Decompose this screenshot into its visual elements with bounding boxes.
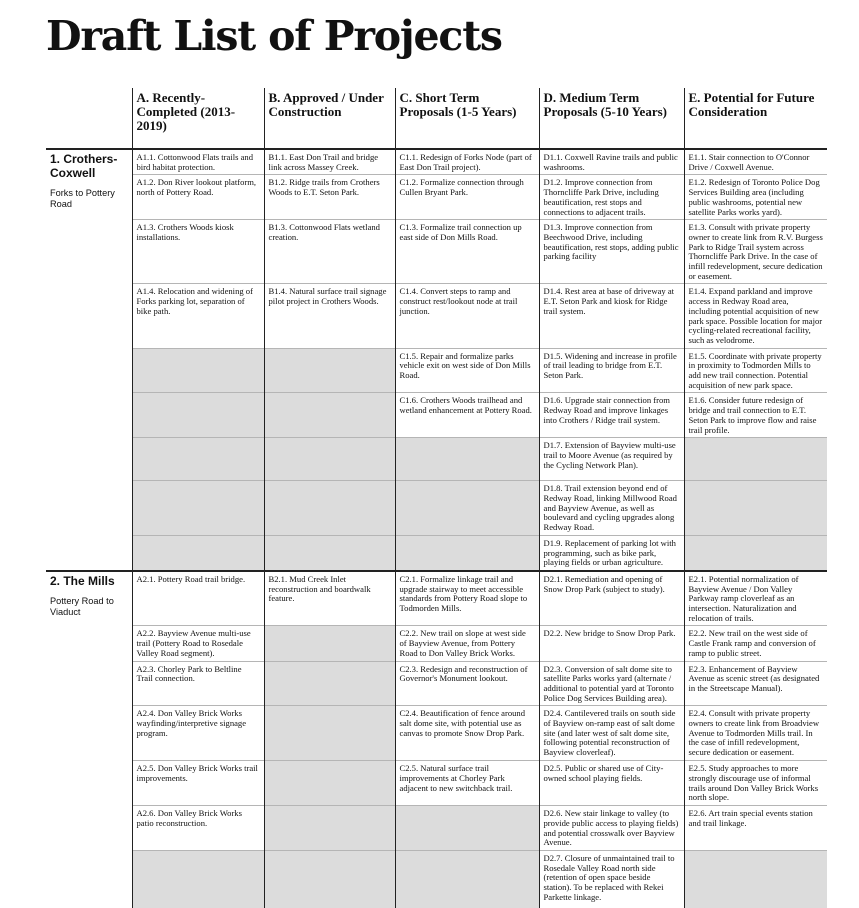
section-label: [46, 571, 132, 908]
project-cell-d: D2.7. Closure of unmaintained trail to Rosedale Valley Road north side (retention of open space beside station). To be replaced with Rekei Parkette linkage.: [539, 850, 684, 908]
project-cell-b: B1.4. Natural surface trail signage pilot project in Crothers Woods.: [264, 284, 395, 348]
project-cell-d: D1.2. Improve connection from Thorncliffe Park Drive, including beautification, rest stops and connections to adjacent trails.: [539, 175, 684, 220]
project-cell-a: A2.4. Don Valley Brick Works wayfinding/interpretive signage program.: [132, 706, 264, 761]
table-row: [46, 220, 827, 284]
project-cell-a: A2.6. Don Valley Brick Works patio reconstruction.: [132, 806, 264, 851]
column-header-c: C. Short Term Proposals (1-5 Years): [395, 88, 539, 149]
table-row: [46, 481, 827, 536]
project-cell-b: B2.1. Mud Creek Inlet reconstruction and boardwalk feature.: [264, 571, 395, 626]
project-cell-d: D2.6. New stair linkage to valley (to provide public access to playing fields) and potential crosswalk over Bayview Avenue.: [539, 806, 684, 851]
table-row: [46, 661, 827, 706]
empty-cell: [132, 438, 264, 481]
project-cell-e: E1.4. Expand parkland and improve access in Redway Road area, including potential acquisition of new park space. Possible location for major cycling-related recreational facility, such as velodrome.: [684, 284, 827, 348]
table-row: [46, 571, 827, 626]
header-corner: [46, 88, 132, 149]
table-row: [46, 149, 827, 175]
column-header-b: B. Approved / Under Construction: [264, 88, 395, 149]
empty-cell: [264, 806, 395, 851]
project-cell-c: C1.4. Convert steps to ramp and construct rest/lookout node at trail junction.: [395, 284, 539, 348]
project-cell-e: E1.3. Consult with private property owner to create link from R.V. Burgess Park to Ridge Trail system across Thorncliffe Park Drive. In the case of infill redevelopment, secure dedication or easement.: [684, 220, 827, 284]
table-row: [46, 284, 827, 348]
table-row: [46, 175, 827, 220]
project-cell-d: D1.4. Rest area at base of driveway at E.T. Seton Park and kiosk for Ridge trail system.: [539, 284, 684, 348]
column-header-a: A. Recently-Completed (2013-2019): [132, 88, 264, 149]
project-cell-c: C1.1. Redesign of Forks Node (part of East Don Trail project).: [395, 149, 539, 175]
empty-cell: [395, 850, 539, 908]
project-cell-a: A1.3. Crothers Woods kiosk installations.: [132, 220, 264, 284]
project-cell-e: E2.4. Consult with private property owners to create link from Broadview Avenue to Todmorden Mills trail. In the case of infill redevelopment, secure dedication or easement.: [684, 706, 827, 761]
table-row: [46, 706, 827, 761]
project-cell-d: D2.1. Remediation and opening of Snow Drop Park (subject to study).: [539, 571, 684, 626]
table-row: [46, 761, 827, 806]
page-title: Draft List of Projects: [46, 12, 502, 60]
project-cell-d: D2.4. Cantilevered trails on south side of Bayview on-ramp east of salt dome site (and later west of salt dome site, following potential reconstruction of Bayview cloverleaf).: [539, 706, 684, 761]
empty-cell: [684, 481, 827, 536]
empty-cell: [132, 535, 264, 571]
table-row: [46, 393, 827, 438]
project-cell-e: E2.1. Potential normalization of Bayview Avenue / Don Valley Parkway ramp cloverleaf as an intersection. Naturalization and relocation of trails.: [684, 571, 827, 626]
empty-cell: [684, 535, 827, 571]
project-cell-e: E1.6. Consider future redesign of bridge and trail connection to E.T. Seton Park to improve flow and raise trail profile.: [684, 393, 827, 438]
project-cell-c: C2.2. New trail on slope at west side of Bayview Avenue, from Pottery Road to Don Valley Brick Works.: [395, 626, 539, 661]
project-cell-a: A1.2. Don River lookout platform, north of Pottery Road.: [132, 175, 264, 220]
project-cell-d: D2.5. Public or shared use of City-owned school playing fields.: [539, 761, 684, 806]
table-row: [46, 626, 827, 661]
empty-cell: [264, 706, 395, 761]
project-cell-e: E2.2. New trail on the west side of Castle Frank ramp and conversion of ramp to public street.: [684, 626, 827, 661]
empty-cell: [264, 761, 395, 806]
projects-table: [46, 88, 827, 908]
project-cell-a: A2.1. Pottery Road trail bridge.: [132, 571, 264, 626]
column-header-e: E. Potential for Future Consideration: [684, 88, 827, 149]
column-header-row: [46, 88, 827, 149]
empty-cell: [264, 661, 395, 706]
section-name: 2. The Mills: [50, 573, 115, 588]
empty-cell: [264, 850, 395, 908]
empty-cell: [395, 535, 539, 571]
project-cell-d: D1.9. Replacement of parking lot with programming, such as bike park, playing fields or urban agriculture.: [539, 535, 684, 571]
empty-cell: [264, 626, 395, 661]
project-cell-b: B1.3. Cottonwood Flats wetland creation.: [264, 220, 395, 284]
project-cell-c: C1.5. Repair and formalize parks vehicle exit on west side of Don Mills Road.: [395, 348, 539, 393]
project-cell-c: C2.3. Redesign and reconstruction of Governor's Monument lookout.: [395, 661, 539, 706]
project-cell-d: D1.8. Trail extension beyond end of Redway Road, linking Millwood Road and Bayview Avenue, as well as boulevard and cycling upgrades along Redway Road.: [539, 481, 684, 536]
empty-cell: [684, 850, 827, 908]
project-cell-d: D2.2. New bridge to Snow Drop Park.: [539, 626, 684, 661]
table-row: [46, 535, 827, 571]
section-subtitle: Forks to Pottery Road: [50, 188, 115, 209]
project-cell-c: C1.2. Formalize connection through Cullen Bryant Park.: [395, 175, 539, 220]
project-cell-e: E2.6. Art train special events station and trail linkage.: [684, 806, 827, 851]
project-cell-c: C2.1. Formalize linkage trail and upgrade stairway to meet accessible standards from Pottery Road slope to Todmorden Mills.: [395, 571, 539, 626]
section-name: 1. Crothers-Coxwell: [50, 152, 118, 180]
project-cell-d: D1.1. Coxwell Ravine trails and public washrooms.: [539, 149, 684, 175]
project-cell-d: D1.3. Improve connection from Beechwood Drive, including beautification, rest stops, adding public parking facility: [539, 220, 684, 284]
empty-cell: [132, 348, 264, 393]
empty-cell: [132, 481, 264, 536]
table-row: [46, 438, 827, 481]
project-cell-e: E1.5. Coordinate with private property in proximity to Todmorden Mills to add new trail connection. Potential acquisition of new park space.: [684, 348, 827, 393]
empty-cell: [264, 393, 395, 438]
empty-cell: [264, 348, 395, 393]
section-subtitle: Pottery Road to Viaduct: [50, 596, 114, 618]
table-row: [46, 806, 827, 851]
project-cell-a: A1.1. Cottonwood Flats trails and bird habitat protection.: [132, 149, 264, 175]
project-cell-b: B1.2. Ridge trails from Crothers Woods to E.T. Seton Park.: [264, 175, 395, 220]
table-row: [46, 850, 827, 908]
column-header-d: D. Medium Term Proposals (5-10 Years): [539, 88, 684, 149]
project-cell-d: D1.6. Upgrade stair connection from Redway Road and improve linkages into Crothers / Ridge trail system.: [539, 393, 684, 438]
project-cell-a: A2.2. Bayview Avenue multi-use trail (Pottery Road to Rosedale Valley Road segment).: [132, 626, 264, 661]
project-cell-c: C2.5. Natural surface trail improvements at Chorley Park adjacent to new switchback trail.: [395, 761, 539, 806]
project-cell-a: A2.3. Chorley Park to Beltline Trail connection.: [132, 661, 264, 706]
empty-cell: [264, 535, 395, 571]
empty-cell: [395, 806, 539, 851]
project-cell-b: B1.1. East Don Trail and bridge link across Massey Creek.: [264, 149, 395, 175]
project-cell-d: D1.7. Extension of Bayview multi-use trail to Moore Avenue (as required by the Cycling Network Plan).: [539, 438, 684, 481]
project-cell-e: E2.5. Study approaches to more strongly discourage use of informal trails around Don Valley Brick Works north slope.: [684, 761, 827, 806]
section-label: [46, 149, 132, 571]
empty-cell: [132, 393, 264, 438]
project-cell-d: D1.5. Widening and increase in profile of trail leading to bridge from E.T. Seton Park.: [539, 348, 684, 393]
table-body: [46, 149, 827, 908]
project-cell-d: D2.3. Conversion of salt dome site to satellite Parks works yard (alternate / additional to potential yard at Toronto Police Dog Services Building area).: [539, 661, 684, 706]
project-cell-c: C2.4. Beautification of fence around salt dome site, with potential use as canvas to promote Snow Drop Park.: [395, 706, 539, 761]
project-cell-c: C1.6. Crothers Woods trailhead and wetland enhancement at Pottery Road.: [395, 393, 539, 438]
project-cell-e: E1.2. Redesign of Toronto Police Dog Services Building area (including public washrooms, potential new satellite Parks works yard).: [684, 175, 827, 220]
project-cell-a: A2.5. Don Valley Brick Works trail improvements.: [132, 761, 264, 806]
project-cell-e: E2.3. Enhancement of Bayview Avenue as scenic street (as designated in the Streetscape Manual).: [684, 661, 827, 706]
empty-cell: [395, 438, 539, 481]
project-cell-a: A1.4. Relocation and widening of Forks parking lot, separation of bike path.: [132, 284, 264, 348]
empty-cell: [264, 438, 395, 481]
empty-cell: [395, 481, 539, 536]
project-cell-e: E1.1. Stair connection to O'Connor Drive / Coxwell Avenue.: [684, 149, 827, 175]
table-row: [46, 348, 827, 393]
project-cell-c: C1.3. Formalize trail connection up east side of Don Mills Road.: [395, 220, 539, 284]
empty-cell: [264, 481, 395, 536]
empty-cell: [684, 438, 827, 481]
empty-cell: [132, 850, 264, 908]
